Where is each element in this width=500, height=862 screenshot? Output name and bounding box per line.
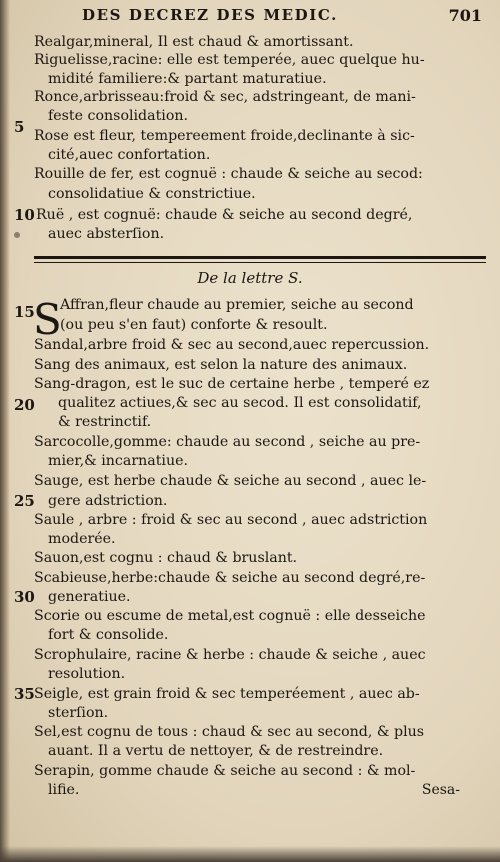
text-line: Serapin, gomme chaude & seiche au second : & mol-	[34, 763, 416, 779]
margin-blot	[14, 232, 20, 238]
text-line: resolution.	[48, 666, 126, 682]
text-line: feste consolidation.	[48, 108, 189, 124]
text-line: Sauon,est cognu : chaud & bruslant.	[34, 550, 298, 566]
text-line: gere adstriction.	[48, 493, 168, 509]
text-line: Sarcocolle,gomme: chaude au second , seiche au pre-	[34, 434, 421, 450]
text-line: Rose est fleur, tempereement froide,declinante à sic-	[34, 128, 415, 144]
text-line: Rouille de fer, est cognuë : chaude & seiche au secod:	[34, 166, 423, 182]
text-line: Saule , arbre : froid & sec au second , auec adstriction	[34, 512, 428, 528]
text-line: & restrinctif.	[58, 414, 152, 430]
running-title: DES DECREZ DES MEDIC.	[82, 6, 338, 24]
section-rule	[34, 262, 486, 263]
running-head	[82, 6, 482, 26]
text-line: consolidatiue & constrictiue.	[48, 186, 256, 202]
text-line: Realgar,mineral, Il est chaud & amortissant.	[34, 34, 354, 50]
line-number: 15	[14, 303, 35, 321]
page-number: 701	[448, 6, 482, 25]
line-number: 10	[14, 206, 35, 224]
text-line: auec absterſion.	[48, 226, 165, 242]
page-edge-shadow	[0, 846, 500, 862]
text-line: mier,& incarnatiue.	[48, 453, 188, 469]
text-line: Scorie ou escume de metal,est cognuë : elle desseiche	[34, 608, 426, 624]
text-line: qualitez actiues,& sec au secod. Il est consolidatif,	[58, 395, 422, 411]
line-number: 5	[14, 118, 25, 136]
text-line: fort & consolide.	[48, 627, 169, 643]
text-line: Sandal,arbre froid & sec au second,auec repercussion.	[34, 337, 430, 353]
text-line: midité familiere:& partant maturatiue.	[48, 71, 327, 87]
text-line: (ou peu s'en faut) conforte & resoult.	[60, 317, 328, 333]
text-line: Sang-dragon, est le suc de certaine herbe , temperé ez	[34, 376, 430, 392]
text-line: Scabieuse,herbe:chaude & seiche au second degré,re-	[34, 570, 426, 586]
text-line: Sang des animaux, est selon la nature des animaux.	[34, 357, 408, 373]
drop-capital: S	[33, 295, 62, 344]
text-line: generatiue.	[48, 589, 131, 605]
line-number: 20	[14, 396, 35, 414]
line-number: 30	[14, 588, 35, 606]
text-line: Seigle, est grain froid & sec temperéement , auec ab-	[34, 686, 420, 702]
text-line: Ronce,arbrisseau:froid & sec, adstringeant, de mani-	[34, 89, 416, 105]
text-line: auant. Il a vertu de nettoyer, & de restreindre.	[48, 743, 384, 759]
text-line: Ruë , est cognuë: chaude & seiche au second degré,	[36, 207, 413, 223]
line-number: 35	[14, 685, 35, 703]
section-title: De la lettre S.	[197, 269, 303, 287]
text-line: Riguelisse,racine: elle est temperée, auec quelque hu-	[34, 52, 425, 68]
line-number: 25	[14, 492, 35, 510]
text-line: moderée.	[48, 531, 116, 547]
text-line: Affran,fleur chaude au premier, seiche au second	[60, 297, 414, 313]
binding-gutter	[0, 0, 10, 862]
text-line: cité,auec confortation.	[48, 147, 211, 163]
text-line: sterſion.	[48, 705, 109, 721]
text-line: Scrophulaire, racine & herbe : chaude & seiche , auec	[34, 647, 426, 663]
text-line: Sel,est cognu de tous : chaud & sec au second, & plus	[34, 724, 425, 740]
text-line: lifie.	[48, 782, 80, 798]
text-line: Sauge, est herbe chaude & seiche au second , auec le-	[34, 473, 427, 489]
section-rule	[34, 256, 486, 259]
catchword: Sesa-	[421, 782, 460, 798]
